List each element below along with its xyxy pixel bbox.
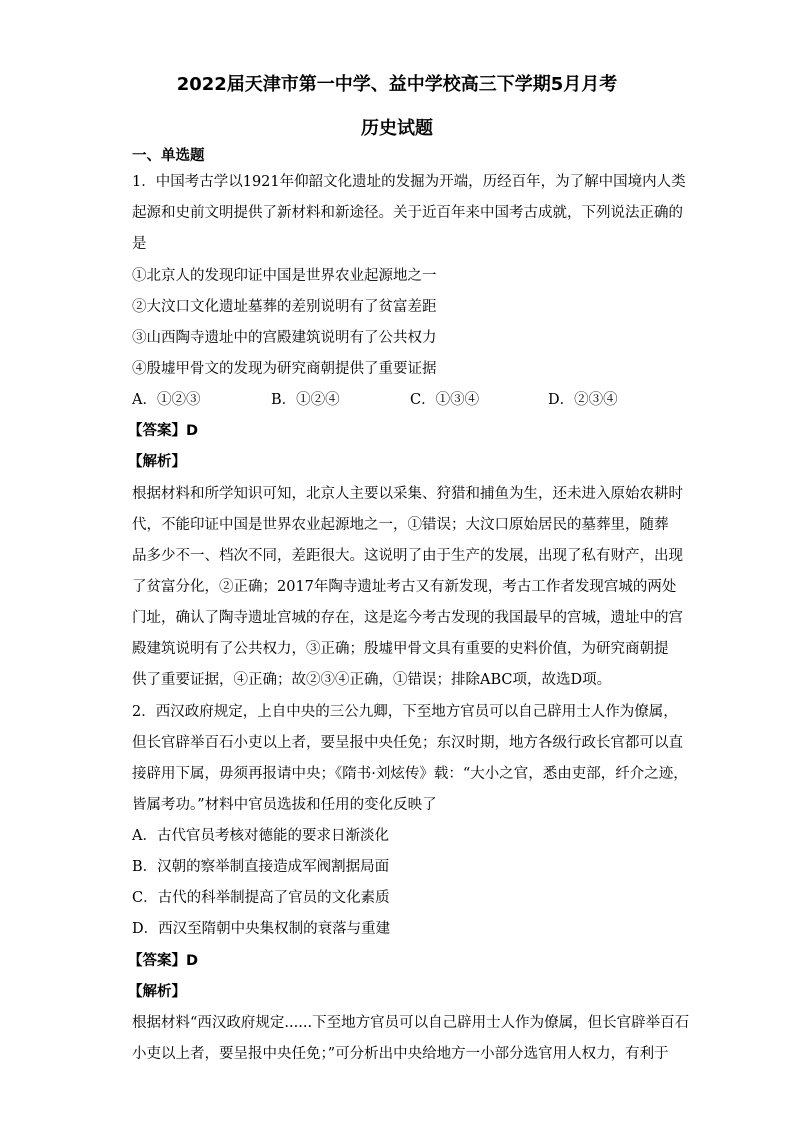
q1-answer: 【答案】D [128,423,199,439]
q1-statement: ②大汶口文化遗址墓葬的差别说明有了贫富差距 [132,299,437,315]
q1-analysis-line: 殿建筑说明有了公共权力，③正确；殷墟甲骨文具有重要的史料价值，为研究商朝提 [132,641,669,657]
q2-option-d: D．西汉至隋朝中央集权制的衰落与重建 [132,921,391,937]
q1-statement: ①北京人的发现印证中国是世界农业起源地之一 [132,268,437,284]
q1-analysis-line: 门址，确认了陶寺遗址宫城的存在，这是迄今考古发现的我国最早的宫城，遗址中的宫 [132,610,683,626]
exam-title: 2022届天津市第一中学、益中学校高三下学期5月月考 [176,74,618,95]
q1-stem-line: 起源和史前文明提供了新材料和新途径。关于近百年来中国考古成就，下列说法正确的 [132,205,683,221]
q2-option-a: A．古代官员考核对德能的要求日渐淡化 [132,828,389,844]
q1-option-b: B．①②④ [271,392,340,408]
q1-option-a: A．①②③ [132,392,201,408]
q1-analysis-line: 根据材料和所学知识可知，北京人主要以采集、狩猎和捕鱼为生，还未进入原始农耕时 [132,486,683,502]
q2-stem-line: 2．西汉政府规定，上自中央的三公九卿，下至地方官员可以自己辟用士人作为僚属， [132,704,678,720]
q1-stem-line: 1．中国考古学以1921年仰韶文化遗址的发掘为开端，历经百年，为了解中国境内人类 [132,174,686,190]
q1-stem-line: 是 [132,236,147,252]
q2-analysis-label: 【解析】 [128,984,186,1000]
q1-analysis-line: 代，不能印证中国是世界农业起源地之一，①错误；大汶口原始居民的墓葬里，随葬 [132,517,669,533]
q1-analysis-line: 供了重要证据，④正确；故②③④正确，①错误；排除ABC项，故选D项。 [132,672,612,688]
q1-option-c: C．①③④ [410,392,480,408]
q1-option-d: D．②③④ [548,392,618,408]
q2-answer: 【答案】D [128,953,199,969]
q2-option-b: B．汉朝的察举制直接造成军阀割据局面 [132,859,390,875]
q1-analysis-line: 品多少不一、档次不同，差距很大。这说明了由于生产的发展，出现了私有财产，出现 [132,548,683,564]
q2-option-c: C．古代的科举制提高了官员的文化素质 [132,890,390,906]
q2-stem-line: 接辟用下属，毋须再报请中央；《隋书·刘炫传》载：“大小之官，悉由吏部，纤介之迹， [132,766,688,782]
q2-analysis-line: 小吏以上者，要呈报中央任免；”可分析出中央给地方一小部分选官用人权力，有利于 [132,1046,669,1062]
exam-subtitle: 历史试题 [361,118,433,139]
q1-statement: ③山西陶寺遗址中的宫殿建筑说明有了公共权力 [132,330,437,346]
q2-stem-line: 但长官辟举百石小吏以上者，要呈报中央任免；东汉时期，地方各级行政长官都可以直 [132,735,683,751]
q1-analysis-label: 【解析】 [128,454,186,470]
q2-stem-line: 皆属考功。”材料中官员选拔和任用的变化反映了 [132,797,437,813]
q1-statement: ④殷墟甲骨文的发现为研究商朝提供了重要证据 [132,361,437,377]
q1-analysis-line: 了贫富分化，②正确；2017年陶寺遗址考古又有新发现，考古工作者发现宫城的两处 [132,579,677,595]
q2-analysis-line: 根据材料“西汉政府规定......下至地方官员可以自己辟用士人作为僚属，但长官辟举百石 [132,1015,690,1031]
section-heading: 一、单选题 [132,148,205,164]
